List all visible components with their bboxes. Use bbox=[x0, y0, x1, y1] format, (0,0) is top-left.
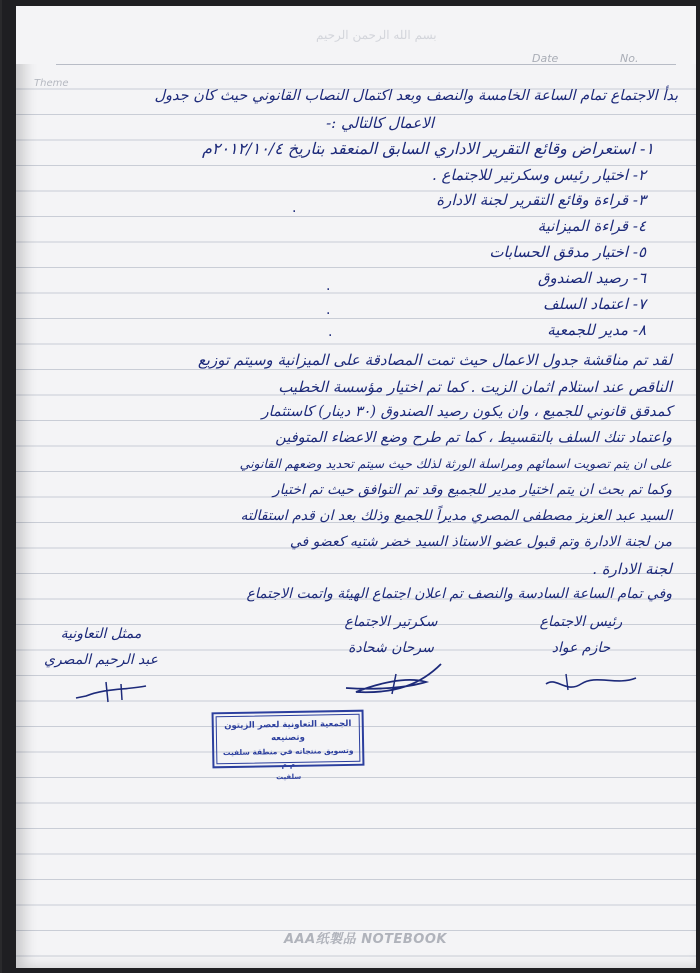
minutes-line-1: بدأ الاجتماع تمام الساعة الخامسة والنصف وبعد اكتمال النصاب القانوني حيث كان جدول bbox=[154, 88, 678, 104]
agenda-dot: . bbox=[292, 200, 297, 216]
minutes-line-18: من لجنة الادارة وتم قبول عضو الاستاذ السيد خضر شتيه كعضو في bbox=[289, 534, 672, 550]
agenda-item-5: ٥- اختيار مدقق الحسابات bbox=[489, 243, 646, 261]
stamp-line-2: وتسويق منتجاته في منطقة سلفيت م.م bbox=[222, 745, 354, 770]
agenda-item-6: ٦- رصيد الصندوق bbox=[537, 269, 646, 287]
agenda-item-2: ٢- اختيار رئيس وسكرتير للاجتماع . bbox=[432, 166, 646, 184]
date-label: Date bbox=[532, 52, 559, 65]
minutes-line-19: لجنة الادارة . bbox=[592, 560, 672, 578]
chair-signature-scribble bbox=[536, 666, 646, 696]
agenda-item-4: ٤- قراءة الميزانية bbox=[537, 217, 646, 235]
agenda-dot: . bbox=[326, 278, 331, 294]
chair-role: رئيس الاجتماع bbox=[539, 614, 623, 630]
notebook-cover bbox=[2, 0, 700, 973]
agenda-item-1: ١- استعراض وقائع التقرير الاداري السابق المنعقد بتاريخ ٢٠١٢/١٠/٤م bbox=[201, 139, 654, 158]
minutes-line-14: واعتماد تنك السلف بالتقسيط ، كما تم طرح وضع الاعضاء المتوفين bbox=[275, 430, 672, 446]
number-label: No. bbox=[620, 52, 639, 65]
notebook-brand: AAA纸製品 NOTEBOOK bbox=[284, 932, 447, 947]
agenda-item-7: ٧- اعتماد السلف bbox=[543, 295, 646, 313]
minutes-line-12: الناقص عند استلام اثمان الزيت . كما تم اختيار مؤسسة الخطيب bbox=[278, 378, 672, 396]
notebook-page bbox=[16, 6, 696, 968]
agenda-dot: . bbox=[328, 324, 333, 340]
minutes-line-15: على ان يتم تصويت اسمائهم ومراسلة الورثة لذلك حيث سيتم تحديد وضعهم القانوني bbox=[239, 456, 672, 471]
minutes-line-20: وفي تمام الساعة السادسة والنصف تم اعلان اجتماع الهيئة واتمت الاجتماع bbox=[246, 586, 672, 602]
stamp-line-1: الجمعية التعاونية لعصر الزيتون وتصنيعه bbox=[224, 718, 352, 744]
agenda-item-8: ٨- مدير للجمعية bbox=[547, 321, 646, 339]
chair-signature-block bbox=[516, 614, 646, 660]
faint-basmala: بسم الله الرحمن الرحيم bbox=[316, 28, 437, 42]
secretary-name: سرحان شحادة bbox=[348, 640, 434, 656]
agenda-item-3: ٣- قراءة وقائع التقرير لجنة الادارة bbox=[436, 191, 646, 209]
secretary-role: سكرتير الاجتماع bbox=[344, 614, 438, 630]
secretary-signature-scribble bbox=[336, 654, 456, 699]
minutes-line-2: الاعمال كالتالي :- bbox=[326, 114, 434, 132]
coop-signature-scribble bbox=[66, 676, 156, 706]
header-rule bbox=[56, 64, 676, 65]
coop-signature-block bbox=[36, 626, 166, 672]
agenda-dot: . bbox=[326, 302, 331, 318]
minutes-line-17: السيد عبد العزيز مصطفى المصري مديراً للجميع وذلك بعد ان قدم استقالته bbox=[240, 508, 672, 524]
stamp-line-3: سلفيت bbox=[276, 772, 302, 782]
coop-role: ممثل التعاونية bbox=[60, 626, 142, 642]
minutes-line-11: لقد تم مناقشة جدول الاعمال حيث تمت المصادقة على الميزانية وسيتم توزيع bbox=[197, 351, 672, 369]
coop-name: عبد الرحيم المصري bbox=[44, 652, 158, 668]
theme-label: Theme bbox=[34, 78, 69, 89]
chair-name: حازم عواد bbox=[551, 640, 611, 656]
minutes-line-13: كمدقق قانوني للجميع ، وان يكون رصيد الصندوق (٣٠ دينار) كاستثمار bbox=[261, 404, 672, 420]
minutes-line-16: وكما تم بحث ان يتم اختيار مدير للجميع وقد تم التوافق حيث تم اختيار bbox=[272, 482, 672, 498]
cooperative-stamp bbox=[212, 710, 365, 782]
